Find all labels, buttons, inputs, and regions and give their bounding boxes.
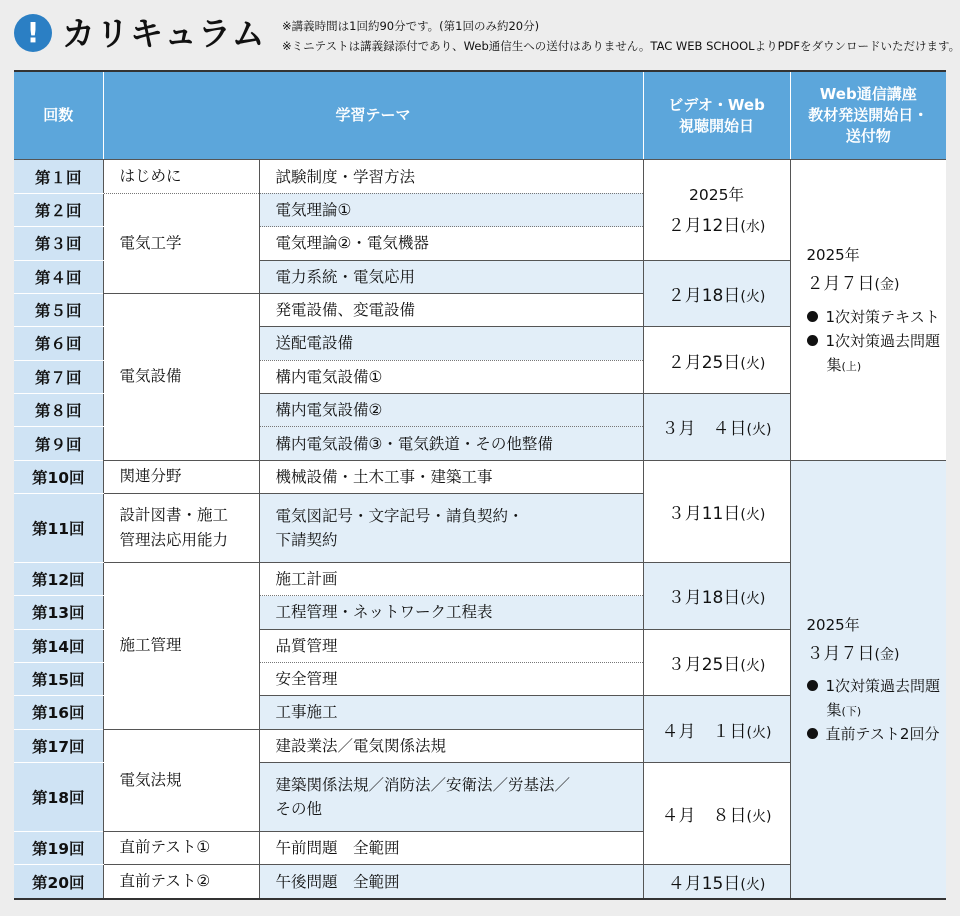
- session-number: 第19回: [14, 831, 103, 864]
- session-number: 第17回: [14, 729, 103, 762]
- bullet-icon: [807, 728, 818, 739]
- topic: 施工計画: [259, 562, 643, 595]
- topic: 品質管理: [259, 629, 643, 662]
- topic: 工事施工: [259, 696, 643, 729]
- category: 電気設備: [103, 293, 259, 460]
- video-date: 2025年 ２月12日(水): [643, 160, 790, 260]
- shipping-item: 1次対策テキスト: [807, 305, 947, 329]
- col-video: ビデオ・Web 視聴開始日: [643, 71, 790, 160]
- topic: 送配電設備: [259, 327, 643, 360]
- shipping-date: 2025年 ３月７日(金): [806, 615, 900, 664]
- session-number: 第６回: [14, 327, 103, 360]
- topic: 工程管理・ネットワーク工程表: [259, 596, 643, 629]
- note-lecture-time: ※講義時間は1回約90分です。(第1回のみ約20分): [282, 19, 540, 33]
- topic: 電気図記号・文字記号・請負契約・ 下請契約: [259, 494, 643, 563]
- session-number: 第18回: [14, 762, 103, 831]
- topic: 電気理論①: [259, 193, 643, 226]
- topic: 機械設備・土木工事・建築工事: [259, 460, 643, 493]
- category: 直前テスト②: [103, 865, 259, 899]
- video-date: ３月 ４日(火): [643, 393, 790, 460]
- bullet-icon: [807, 311, 818, 322]
- session-number: 第14回: [14, 629, 103, 662]
- category: 直前テスト①: [103, 831, 259, 864]
- exclamation-icon: !: [14, 14, 52, 52]
- session-number: 第３回: [14, 227, 103, 260]
- video-date: ４月 １日(火): [643, 696, 790, 763]
- topic: 安全管理: [259, 662, 643, 695]
- session-number: 第８回: [14, 393, 103, 426]
- bullet-icon: [807, 680, 818, 691]
- shipping-date: 2025年 ２月７日(金): [806, 246, 900, 295]
- table-row: [14, 460, 946, 493]
- shipping-2: [790, 460, 946, 899]
- video-date: ２月25日(火): [643, 327, 790, 394]
- category: 関連分野: [103, 460, 259, 493]
- shipping-item: 1次対策過去問題集(上): [807, 329, 947, 377]
- session-number: 第13回: [14, 596, 103, 629]
- video-date: ３月11日(火): [643, 460, 790, 562]
- topic: 午後問題 全範囲: [259, 865, 643, 899]
- video-date: ４月15日(火): [643, 865, 790, 899]
- session-number: 第12回: [14, 562, 103, 595]
- curriculum-table: [14, 70, 946, 900]
- video-date: ２月18日(火): [643, 260, 790, 327]
- session-number: 第５回: [14, 293, 103, 326]
- topic: 建設業法／電気関係法規: [259, 729, 643, 762]
- session-number: 第２回: [14, 193, 103, 226]
- session-number: 第11回: [14, 494, 103, 563]
- bullet-icon: [807, 335, 818, 346]
- topic: 構内電気設備③・電気鉄道・その他整備: [259, 427, 643, 460]
- session-number: 第１回: [14, 160, 103, 193]
- topic: 午前問題 全範囲: [259, 831, 643, 864]
- col-theme: 学習テーマ: [103, 71, 643, 160]
- page-title: カリキュラム: [62, 14, 266, 53]
- note-mini-test: ※ミニテストは講義録添付であり、Web通信生への送付はありません。TAC WEB SCHOOLよりPDFをダウンロードいただけます。: [282, 39, 960, 53]
- shipping-item: 1次対策過去問題集(下): [807, 674, 947, 722]
- shipping-1: [790, 160, 946, 460]
- shipping-item: 直前テスト2回分: [807, 722, 947, 746]
- header: [0, 0, 960, 68]
- session-number: 第16回: [14, 696, 103, 729]
- category: はじめに: [103, 160, 259, 193]
- category: 設計図書・施工 管理法応用能力: [103, 494, 259, 563]
- col-kai: 回数: [14, 71, 103, 160]
- video-date: ３月25日(火): [643, 629, 790, 696]
- session-number: 第９回: [14, 427, 103, 460]
- session-number: 第10回: [14, 460, 103, 493]
- table-row: [14, 160, 946, 193]
- session-number: 第15回: [14, 662, 103, 695]
- video-date: ３月18日(火): [643, 562, 790, 629]
- category: 電気法規: [103, 729, 259, 831]
- category: 電気工学: [103, 193, 259, 293]
- table-header-row: [14, 71, 946, 160]
- topic: 電気理論②・電気機器: [259, 227, 643, 260]
- topic: 構内電気設備①: [259, 360, 643, 393]
- session-number: 第20回: [14, 865, 103, 899]
- topic: 構内電気設備②: [259, 393, 643, 426]
- topic: 建築関係法規／消防法／安衛法／労基法／ その他: [259, 762, 643, 831]
- col-web: Web通信講座 教材発送開始日・ 送付物: [790, 71, 946, 160]
- session-number: 第４回: [14, 260, 103, 293]
- topic: 試験制度・学習方法: [259, 160, 643, 193]
- category: 施工管理: [103, 562, 259, 729]
- video-date: ４月 ８日(火): [643, 762, 790, 864]
- topic: 発電設備、変電設備: [259, 293, 643, 326]
- topic: 電力系統・電気応用: [259, 260, 643, 293]
- session-number: 第７回: [14, 360, 103, 393]
